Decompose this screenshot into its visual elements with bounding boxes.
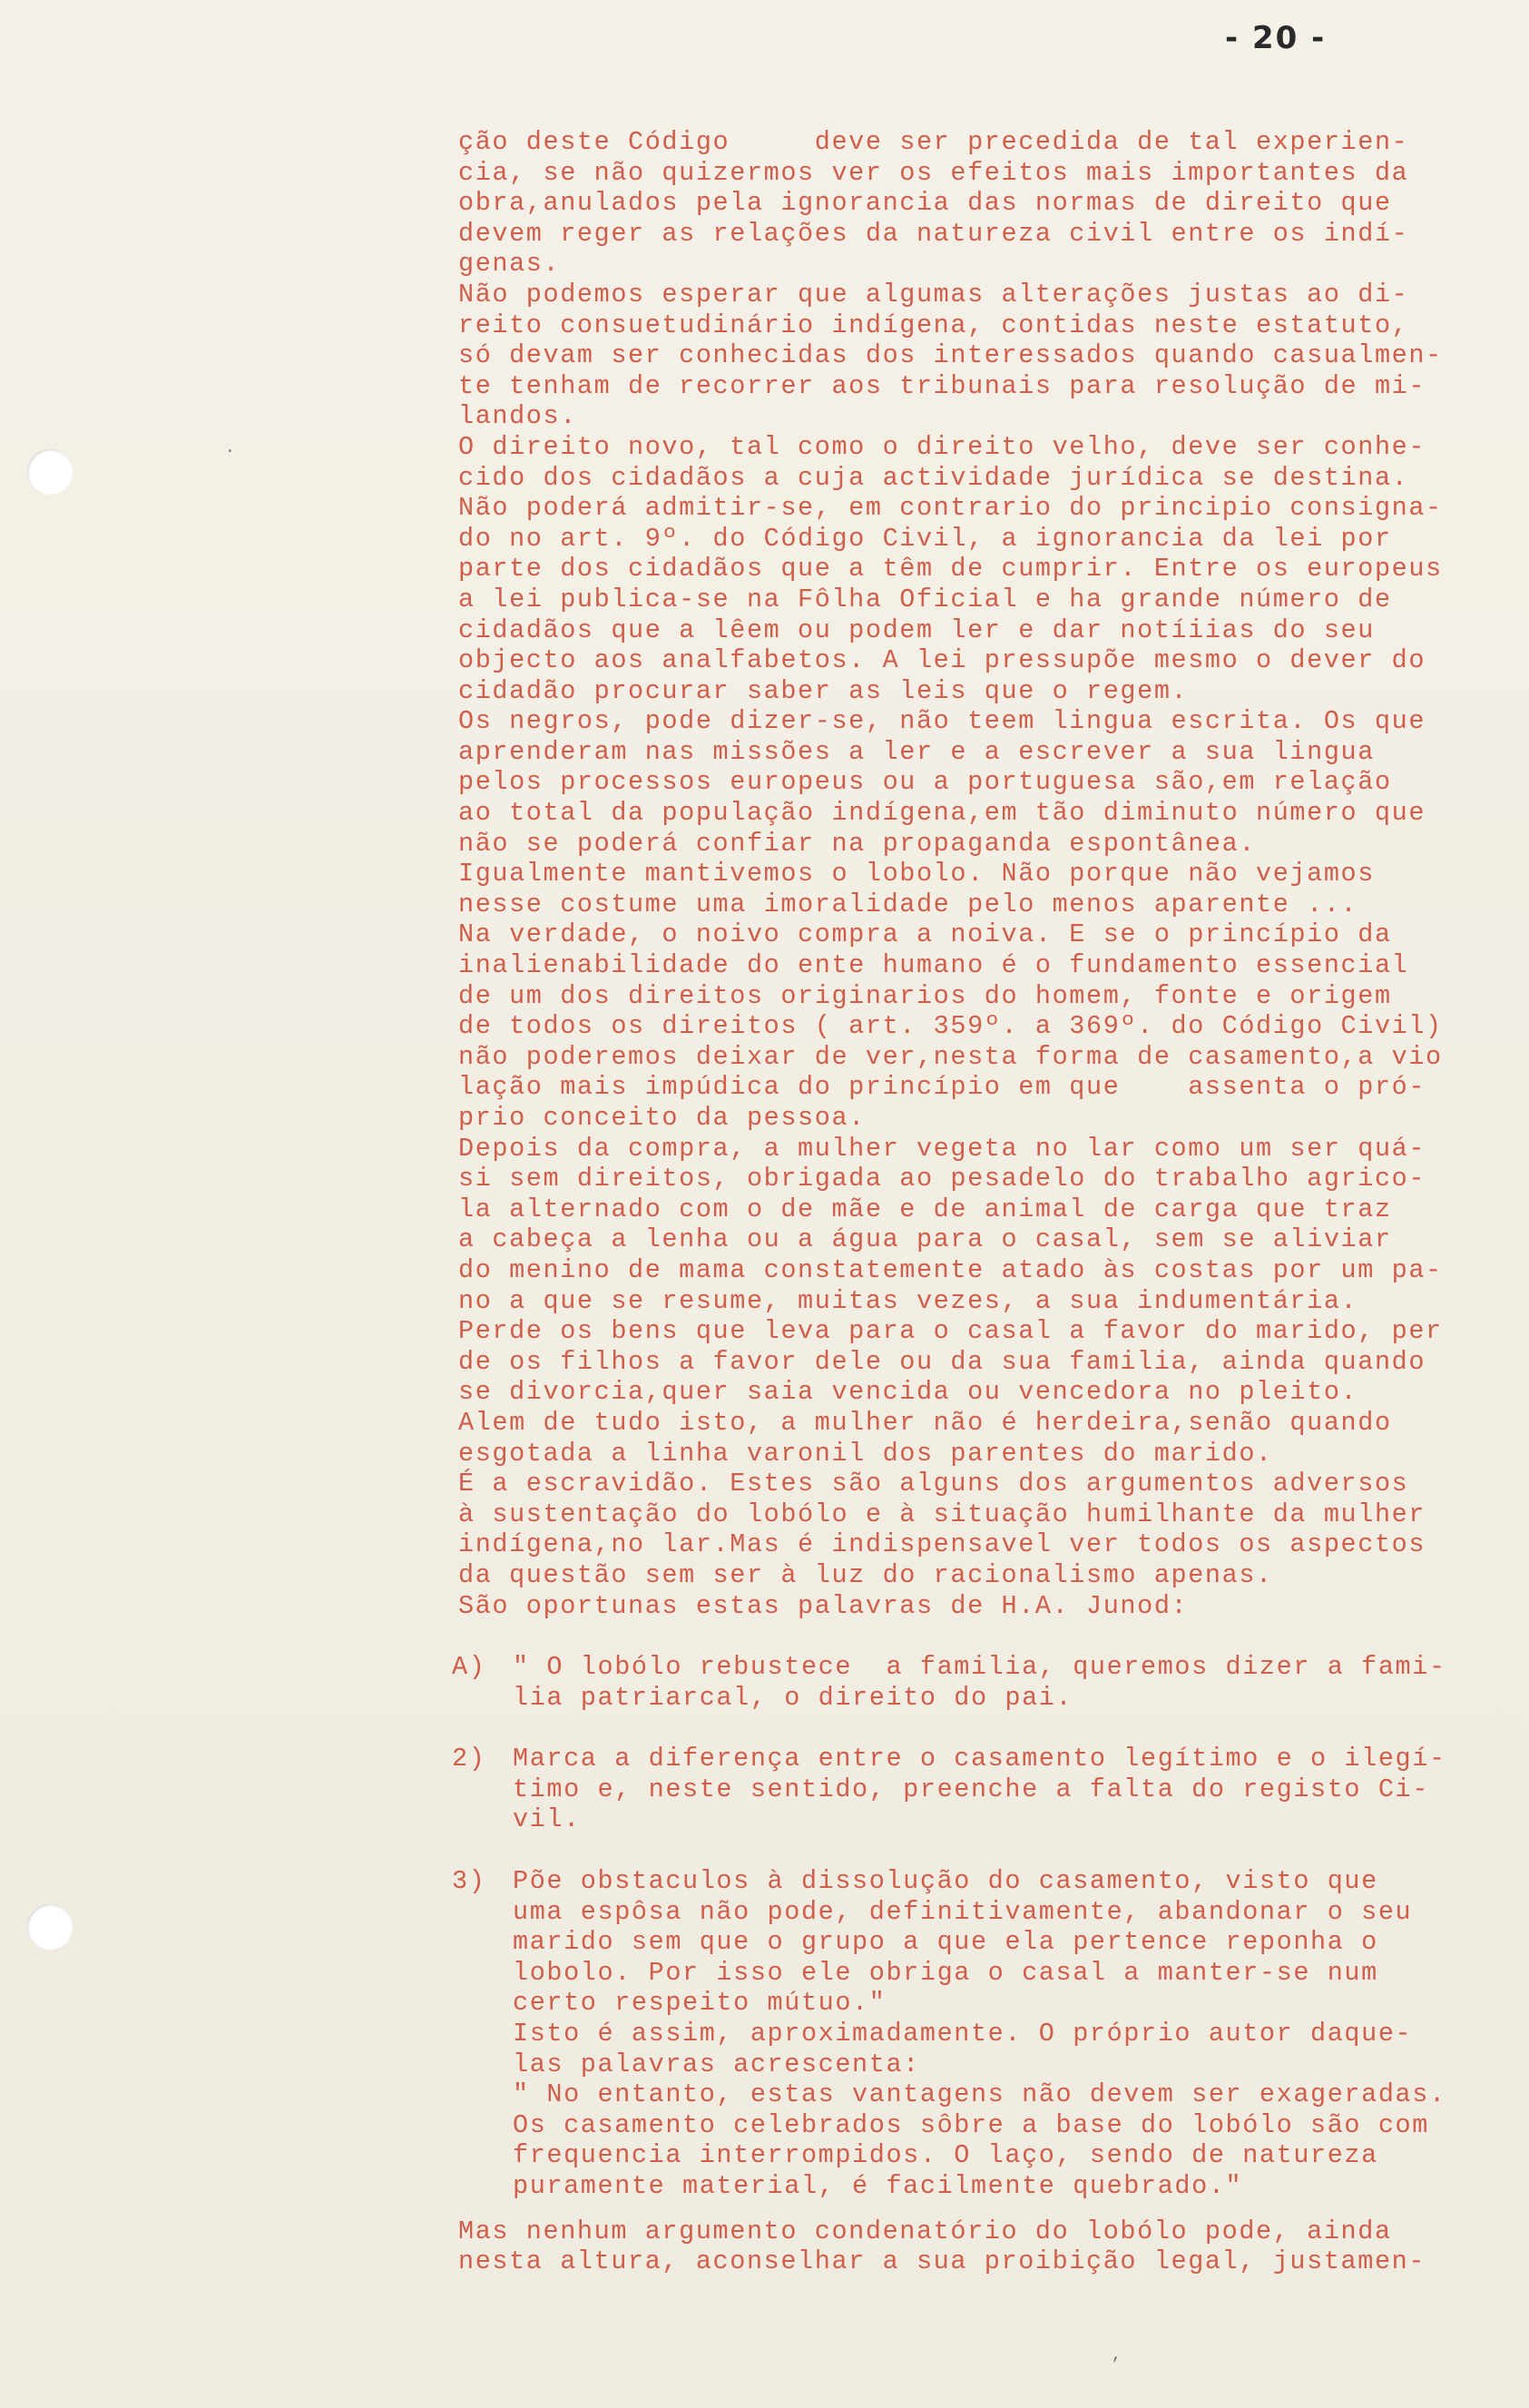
paragraph: Depois da compra, a mulher vegeta no lar como um ser quá- si sem direitos, obrigada ao pesadelo do trabalho agrico- la alternado com o de mãe e de animal de carga que traz a cabeça a lenha ou a água para o casal, sem se aliviar do menino de mama constatemente atado às costas por um pa- no a que se resume, muitas vezes, a sua indumentária. <box>458 1133 1443 1316</box>
punch-hole-top <box>27 449 73 495</box>
paragraph: Alem de tudo isto, a mulher não é herdeira,senão quando esgotada a linha varonil dos parentes do marido. <box>458 1407 1392 1469</box>
list-item-text: Põe obstaculos à dissolução do casamento, visto que uma espôsa não pode, definitivamente, abandonar o seu marido sem que o grupo a que ela pertence reponha o lobolo. Por isso ele obriga o casal a manter-se num certo respeito mútuo." Isto é assim, aproximadamente. O próprio autor daque- las palavras acrescenta: " No entanto, estas vantagens não devem ser exageradas. Os casamento celebrados sôbre a base do lobólo são com frequencia interrompidos. O laço, sendo de natureza puramente material, é facilmente quebrado." <box>513 1866 1446 2201</box>
spacer <box>458 1621 1511 1652</box>
spacer <box>458 1835 1511 1866</box>
body-text <box>452 127 1511 2277</box>
list-marker: A) <box>452 1652 486 1683</box>
paragraph: Não podemos esperar que algumas alterações justas ao di- reito consuetudinário indígena, contidas neste estatuto, só devam ser conhecidas dos interessados quando casualmen- te tenham de recorrer aos tribunais para resolução de mi- landos. <box>458 279 1443 432</box>
list-item-text: Marca a diferença entre o casamento legítimo e o ilegí- timo e, neste sentido, preenche a falta do registo Ci- vil. <box>513 1744 1446 1835</box>
spacer <box>458 1713 1511 1744</box>
paragraph: O direito novo, tal como o direito velho, deve ser conhe- cido dos cidadãos a cuja actividade jurídica se destina. Não poderá admitir-se, em contrario do principio consigna- do no art. 9º. do Código Civil, a ignorancia da lei por parte dos cidadãos que a têm de cumprir. Entre os europeus a lei publica-se na Fôlha Oficial e ha grande número de cidadãos que a lêem ou podem ler e dar notíiias do seu objecto aos analfabetos. A lei pressupõe mesmo o dever do cidadão procurar saber as leis que o regem. <box>458 431 1443 706</box>
punch-hole-bottom <box>27 1904 73 1950</box>
stray-mark: , <box>1112 2346 1122 2364</box>
stray-mark: · <box>225 443 235 461</box>
paragraph: São oportunas estas palavras de H.A. Junod: <box>458 1590 1189 1621</box>
page-number: - 20 - <box>1225 20 1327 56</box>
list-item <box>452 1866 1511 2202</box>
paragraph: Na verdade, o noivo compra a noiva. E se o princípio da inalienabilidade do ente humano é o fundamento essencial de um dos direitos originarios do homem, fonte e origem de todos os direitos ( art. 359º. a 369º. do Código Civil) não poderemos deixar de ver,nesta forma de casamento,a vio lação mais impúdica do princípio em que assenta o pró- prio conceito da pessoa. <box>458 919 1443 1133</box>
spacer <box>458 2202 1511 2216</box>
list-marker: 3) <box>452 1866 486 1897</box>
list-item <box>452 1652 1511 1713</box>
list-item-text: " O lobólo rebustece a familia, queremos dizer a fami- lia patriarcal, o direito do pai. <box>513 1652 1446 1713</box>
list-item <box>452 1744 1511 1835</box>
paragraph: Os negros, pode dizer-se, não teem lingua escrita. Os que aprenderam nas missões a ler e a escrever a sua lingua pelos processos europeus ou a portuguesa são,em relação ao total da população indígena,em tão diminuto número que não se poderá confiar na propaganda espontânea. <box>458 706 1426 859</box>
list-marker: 2) <box>452 1744 486 1774</box>
closing-paragraph: Mas nenhum argumento condenatório do lobólo pode, ainda nesta altura, aconselhar a sua proibição legal, justamen- <box>458 2216 1426 2277</box>
paragraph: ção deste Código deve ser precedida de tal experien- cia, se não quizermos ver os efeitos mais importantes da obra,anulados pela ignorancia das normas de direito que devem reger as relações da natureza civil entre os indí- genas. <box>458 127 1409 280</box>
paragraph: Igualmente mantivemos o lobolo. Não porque não vejamos nesse costume uma imoralidade pelo menos aparente ... <box>458 859 1375 919</box>
paragraph: É a escravidão. Estes são alguns dos argumentos adversos à sustentação do lobólo e à situação humilhante da mulher indígena,no lar.Mas é indispensavel ver todos os aspectos da questão sem ser à luz do racionalismo apenas. <box>458 1469 1426 1590</box>
paragraph: Perde os bens que leva para o casal a favor do marido, per de os filhos a favor dele ou da sua familia, ainda quando se divorcia,quer saia vencida ou vencedora no pleito. <box>458 1316 1443 1408</box>
